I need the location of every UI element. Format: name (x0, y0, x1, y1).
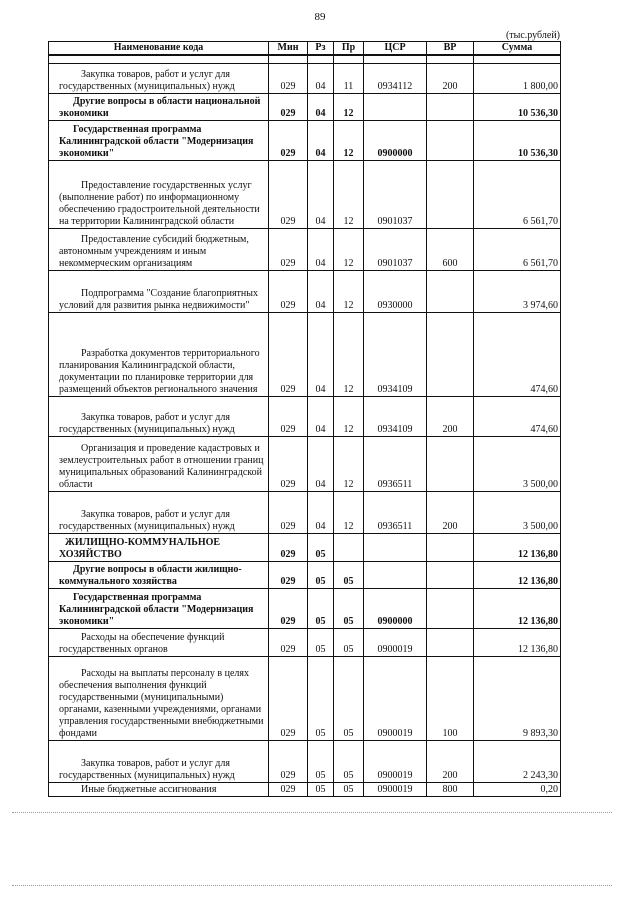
table-row (49, 741, 561, 783)
cell-csr: 0900019 (364, 629, 427, 657)
cell-vr (427, 534, 474, 562)
cell-rz: 04 (308, 271, 334, 313)
table-body (49, 55, 561, 797)
cell-name: Подпрограмма "Создание благоприятных условий для развития рынка недвижимости" (49, 271, 269, 313)
page-number: 89 (314, 11, 326, 23)
cell-vr: 200 (427, 397, 474, 437)
cell-name: Другие вопросы в области жилищно-коммунального хозяйства (49, 562, 269, 589)
cell-sum: 6 561,70 (474, 161, 561, 229)
table-row (49, 94, 561, 121)
cell-pr: 12 (334, 397, 364, 437)
cell-vr: 200 (427, 741, 474, 783)
cell-sum: 3 500,00 (474, 437, 561, 492)
cell-min: 029 (269, 657, 308, 741)
scan-artifact-line (12, 812, 612, 813)
cell-rz: 05 (308, 629, 334, 657)
header-name: Наименование кода (49, 42, 269, 56)
table-row (49, 437, 561, 492)
cell-csr (364, 534, 427, 562)
cell-vr (427, 629, 474, 657)
table-row (49, 534, 561, 562)
cell-name: Организация и проведение кадастровых и землеустроительных работ в отношении границ муниципальных образований Калининградской области (49, 437, 269, 492)
table-row (49, 589, 561, 629)
table-row (49, 562, 561, 589)
cell-pr: 12 (334, 313, 364, 397)
table-row (49, 271, 561, 313)
cell-vr (427, 94, 474, 121)
cell-name: Предоставление государственных услуг (выполнение работ) по информационному обеспечению градостроительной деятельности на территории Калининградской области (49, 161, 269, 229)
header-min: Мин (269, 42, 308, 56)
cell-pr: 05 (334, 783, 364, 797)
units-label: (тыс.рублей) (505, 30, 560, 41)
cell-csr: 0934109 (364, 397, 427, 437)
cell-sum: 3 974,60 (474, 271, 561, 313)
cell-pr: 12 (334, 229, 364, 271)
cell-min: 029 (269, 64, 308, 94)
table-row (49, 397, 561, 437)
cell-rz: 04 (308, 437, 334, 492)
cell-rz: 05 (308, 783, 334, 797)
cell-min: 029 (269, 397, 308, 437)
cell-csr (364, 94, 427, 121)
scan-artifact-line (12, 885, 612, 886)
cell-sum: 1 800,00 (474, 64, 561, 94)
cell-pr: 12 (334, 437, 364, 492)
cell-csr: 0900000 (364, 121, 427, 161)
cell-min: 029 (269, 783, 308, 797)
cell-rz: 05 (308, 562, 334, 589)
cell-name: Государственная программа Калининградской области "Модернизация экономики" (49, 589, 269, 629)
cell-csr: 0934112 (364, 64, 427, 94)
cell-csr: 0934109 (364, 313, 427, 397)
cell-name: Закупка товаров, работ и услуг для государственных (муниципальных) нужд (49, 64, 269, 94)
cell-vr (427, 589, 474, 629)
cell-pr: 12 (334, 161, 364, 229)
table-row (49, 783, 561, 797)
cell-rz: 04 (308, 492, 334, 534)
cell-rz: 04 (308, 229, 334, 271)
cell-csr: 0936511 (364, 437, 427, 492)
cell-rz: 05 (308, 534, 334, 562)
cell-pr: 05 (334, 657, 364, 741)
cell-sum: 474,60 (474, 397, 561, 437)
cell-pr: 12 (334, 94, 364, 121)
table-row (49, 64, 561, 94)
cell-pr: 12 (334, 271, 364, 313)
cell-name: Государственная программа Калининградской области "Модернизация экономики" (49, 121, 269, 161)
cell-pr: 05 (334, 741, 364, 783)
cell-csr: 0936511 (364, 492, 427, 534)
header-sum: Сумма (474, 42, 561, 56)
cell-min: 029 (269, 589, 308, 629)
cell-vr: 800 (427, 783, 474, 797)
cell-min: 029 (269, 629, 308, 657)
cell-min: 029 (269, 562, 308, 589)
cell-csr (364, 562, 427, 589)
cell-sum: 12 136,80 (474, 629, 561, 657)
cell-rz: 04 (308, 121, 334, 161)
cell-csr: 0900000 (364, 589, 427, 629)
cell-rz: 04 (308, 64, 334, 94)
cell-min: 029 (269, 534, 308, 562)
cell-min: 029 (269, 121, 308, 161)
cell-rz: 05 (308, 657, 334, 741)
cell-min: 029 (269, 741, 308, 783)
cell-pr: 05 (334, 589, 364, 629)
cell-vr: 600 (427, 229, 474, 271)
table-row (49, 161, 561, 229)
spacer-row (49, 55, 561, 64)
cell-vr (427, 437, 474, 492)
cell-vr (427, 562, 474, 589)
header-rz: Рз (308, 42, 334, 56)
cell-vr (427, 313, 474, 397)
cell-csr: 0901037 (364, 229, 427, 271)
cell-name: Предоставление субсидий бюджетным, автономным учреждениям и иным некоммерческим организациям (49, 229, 269, 271)
cell-csr: 0901037 (364, 161, 427, 229)
cell-name: Разработка документов территориального планирования Калининградской области, документации по планировке территории для размещений объектов регионального значения (49, 313, 269, 397)
cell-vr (427, 271, 474, 313)
cell-vr: 100 (427, 657, 474, 741)
cell-sum: 10 536,30 (474, 121, 561, 161)
cell-sum: 12 136,80 (474, 589, 561, 629)
cell-vr: 200 (427, 64, 474, 94)
cell-sum: 2 243,30 (474, 741, 561, 783)
cell-vr (427, 121, 474, 161)
cell-rz: 04 (308, 397, 334, 437)
cell-name: Закупка товаров, работ и услуг для государственных (муниципальных) нужд (49, 397, 269, 437)
table-row (49, 229, 561, 271)
cell-min: 029 (269, 437, 308, 492)
cell-rz: 05 (308, 589, 334, 629)
cell-sum: 6 561,70 (474, 229, 561, 271)
cell-rz: 05 (308, 741, 334, 783)
cell-csr: 0930000 (364, 271, 427, 313)
cell-name: Другие вопросы в области национальной экономики (49, 94, 269, 121)
table-row (49, 492, 561, 534)
cell-name: Расходы на обеспечение функций государственных органов (49, 629, 269, 657)
cell-csr: 0900019 (364, 783, 427, 797)
cell-pr: 12 (334, 121, 364, 161)
cell-pr: 11 (334, 64, 364, 94)
cell-min: 029 (269, 492, 308, 534)
cell-vr: 200 (427, 492, 474, 534)
header-pr: Пр (334, 42, 364, 56)
cell-sum: 10 536,30 (474, 94, 561, 121)
budget-table (48, 41, 561, 797)
cell-name: Иные бюджетные ассигнования (49, 783, 269, 797)
cell-min: 029 (269, 94, 308, 121)
cell-pr: 12 (334, 492, 364, 534)
table-row (49, 657, 561, 741)
cell-sum: 474,60 (474, 313, 561, 397)
cell-pr: 05 (334, 562, 364, 589)
cell-csr: 0900019 (364, 741, 427, 783)
table-row (49, 629, 561, 657)
table-row (49, 313, 561, 397)
cell-csr: 0900019 (364, 657, 427, 741)
cell-sum: 12 136,80 (474, 534, 561, 562)
cell-name: ЖИЛИЩНО-КОММУНАЛЬНОЕ ХОЗЯЙСТВО (49, 534, 269, 562)
cell-sum: 0,20 (474, 783, 561, 797)
table-header (49, 42, 561, 56)
cell-rz: 04 (308, 313, 334, 397)
table-row (49, 121, 561, 161)
header-csr: ЦСР (364, 42, 427, 56)
cell-min: 029 (269, 271, 308, 313)
cell-name: Закупка товаров, работ и услуг для государственных (муниципальных) нужд (49, 741, 269, 783)
cell-pr (334, 534, 364, 562)
header-vr: ВР (427, 42, 474, 56)
cell-name: Закупка товаров, работ и услуг для государственных (муниципальных) нужд (49, 492, 269, 534)
cell-rz: 04 (308, 161, 334, 229)
cell-sum: 9 893,30 (474, 657, 561, 741)
cell-name: Расходы на выплаты персоналу в целях обеспечения выполнения функций государственными (муниципальными) органами, казенными учреждениями, органами управления государственными внебюджетными фондами (49, 657, 269, 741)
cell-vr (427, 161, 474, 229)
cell-sum: 12 136,80 (474, 562, 561, 589)
cell-rz: 04 (308, 94, 334, 121)
cell-sum: 3 500,00 (474, 492, 561, 534)
cell-min: 029 (269, 161, 308, 229)
cell-min: 029 (269, 229, 308, 271)
cell-pr: 05 (334, 629, 364, 657)
cell-min: 029 (269, 313, 308, 397)
